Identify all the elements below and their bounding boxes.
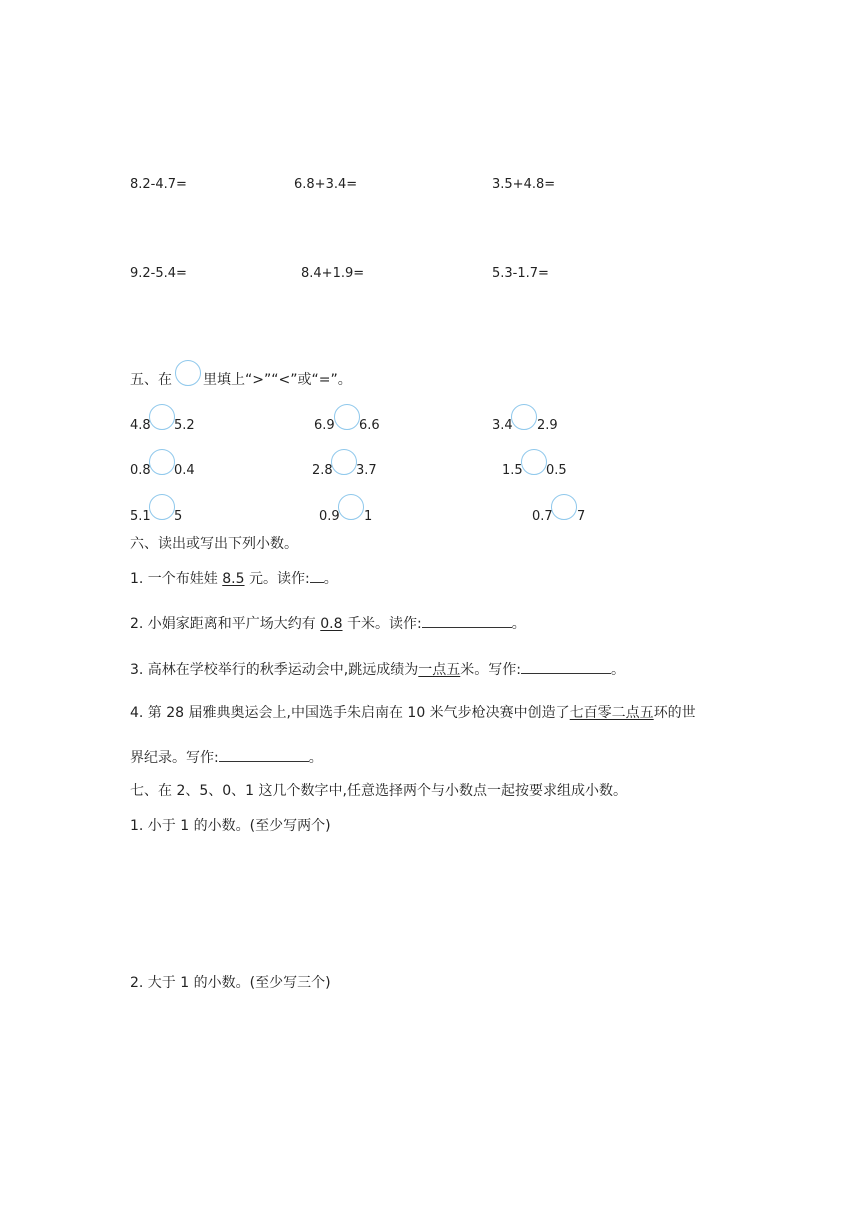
question-text: 。 [511, 616, 526, 632]
compare-right: 5.2 [174, 418, 195, 433]
answer-blank[interactable] [422, 615, 512, 628]
calc-item: 8.4+1.9= [301, 266, 365, 281]
compare-left: 4.8 [130, 418, 151, 433]
compare-left: 0.7 [532, 509, 553, 524]
question-6-4-line2 [130, 749, 323, 766]
compare-right: 2.9 [537, 418, 558, 433]
question-6-4 [130, 705, 696, 721]
answer-circle[interactable] [338, 494, 364, 520]
question-7-1: 1. 小于 1 的小数。(至少写两个) [130, 818, 331, 834]
calc-item: 8.2-4.7= [130, 177, 187, 192]
answer-circle[interactable] [521, 449, 547, 475]
compare-right: 0.4 [174, 463, 195, 478]
question-6-1 [130, 570, 338, 587]
section6-title: 六、读出或写出下列小数。 [130, 536, 298, 552]
answer-circle[interactable] [551, 494, 577, 520]
answer-circle [175, 360, 201, 386]
compare-left: 2.8 [312, 463, 333, 478]
compare-right: 0.5 [546, 463, 567, 478]
underlined-value: 七百零二点五 [569, 705, 654, 721]
question-text: 2. 小娟家距离和平广场大约有 [130, 616, 321, 632]
question-text: 3. 高林在学校举行的秋季运动会中,跳远成绩为 [130, 662, 419, 678]
calc-item: 9.2-5.4= [130, 266, 187, 281]
answer-circle[interactable] [149, 449, 175, 475]
answer-circle[interactable] [511, 404, 537, 430]
calc-item: 5.3-1.7= [492, 266, 549, 281]
section5-title-end: 里填上“>”“<”或“=”。 [203, 372, 352, 388]
answer-blank[interactable] [219, 749, 309, 762]
compare-left: 1.5 [502, 463, 523, 478]
compare-right: 5 [174, 509, 183, 524]
section5-title-start: 五、在 [130, 372, 172, 388]
compare-right: 1 [364, 509, 373, 524]
answer-circle[interactable] [331, 449, 357, 475]
question-text: 1. 一个布娃娃 [130, 571, 223, 587]
compare-left: 0.8 [130, 463, 151, 478]
answer-blank[interactable] [521, 661, 611, 674]
question-text: 。 [610, 662, 625, 678]
underlined-value: 8.5 [222, 571, 245, 587]
compare-right: 3.7 [356, 463, 377, 478]
answer-circle[interactable] [334, 404, 360, 430]
calc-item: 6.8+3.4= [294, 177, 358, 192]
question-6-3 [130, 661, 625, 678]
question-7-2: 2. 大于 1 的小数。(至少写三个) [130, 975, 331, 991]
question-text: 米。写作: [460, 662, 521, 678]
question-text: 。 [308, 750, 323, 766]
question-text: 4. 第 28 届雅典奥运会上,中国选手朱启南在 10 米气步枪决赛中创造了 [130, 705, 570, 721]
underlined-value: 0.8 [320, 616, 343, 632]
question-text: 界纪录。写作: [130, 750, 219, 766]
compare-right: 6.6 [359, 418, 380, 433]
compare-left: 0.9 [319, 509, 340, 524]
question-text: 元。读作: [244, 571, 310, 587]
compare-left: 3.4 [492, 418, 513, 433]
question-text: 。 [323, 571, 338, 587]
question-text: 千米。读作: [342, 616, 422, 632]
underlined-value: 一点五 [418, 662, 461, 678]
answer-blank[interactable] [310, 570, 324, 583]
section7-title: 七、在 2、5、0、1 这几个数字中,任意选择两个与小数点一起按要求组成小数。 [130, 783, 627, 799]
compare-left: 6.9 [314, 418, 335, 433]
compare-left: 5.1 [130, 509, 151, 524]
question-6-2 [130, 615, 526, 632]
answer-circle[interactable] [149, 404, 175, 430]
calc-item: 3.5+4.8= [492, 177, 556, 192]
question-text: 环的世 [653, 705, 696, 721]
compare-right: 7 [577, 509, 586, 524]
answer-circle[interactable] [149, 494, 175, 520]
